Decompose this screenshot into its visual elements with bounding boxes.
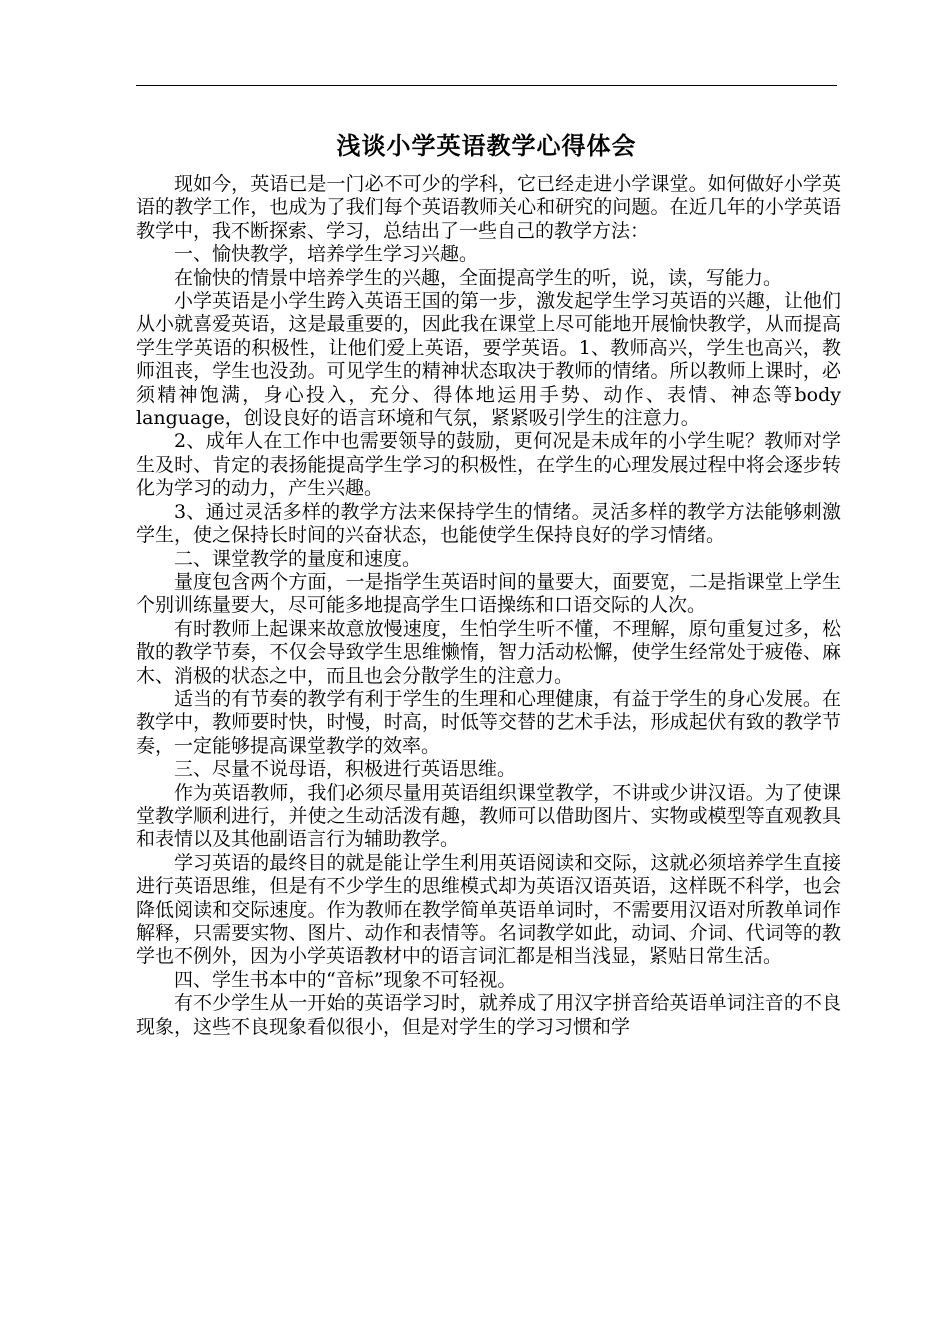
document-title: 浅谈小学英语教学心得体会 <box>336 132 637 160</box>
heading-section-1: 一、愉快教学，培养学生学习兴趣。 <box>174 243 479 266</box>
paragraph: 量度包含两个方面，一是指学生英语时间的量要大，面要宽，二是指课堂上学生个别训练量要大，尽可能多地提高学生口语操练和口语交际的人次。 <box>136 570 841 617</box>
paragraph: 有不少学生从一开始的英语学习时，就养成了用汉字拼音给英语单词注音的不良现象，这些不良现象看似很小，但是对学生的学习习惯和学 <box>136 992 841 1038</box>
document-body <box>136 173 841 1039</box>
paragraph-intro: 现如今，英语已是一门必不可少的学科，它已经走进小学课堂。如何做好小学英语的教学工作，也成为了我们每个英语教师关心和研究的问题。在近几年的小学英语教学中，我不断探索、学习，总结出了一些自己的教学方法： <box>136 173 841 242</box>
paragraph: 在愉快的情景中培养学生的兴趣，全面提高学生的听，说，读，写能力。 <box>174 266 783 289</box>
header-rule <box>136 85 837 86</box>
paragraph: 学习英语的最终目的就是能让学生利用英语阅读和交际，这就必须培养学生直接进行英语思维，但是有不少学生的思维模式却为英语汉语英语，这样既不科学，也会降低阅读和交际速度。作为教师在教学简单英语单词时，不需要用汉语对所教单词作解释，只需要实物、图片、动作和表情等。名词教学如此，动词、介词、代词等的教学也不例外，因为小学英语教材中的语言词汇都是相当浅显，紧贴日常生活。 <box>136 851 841 968</box>
paragraph: 作为英语教师，我们必须尽量用英语组织课堂教学，不讲或少讲汉语。为了使课堂教学顺利进行，并使之生动活泼有趣，教师可以借助图片、实物或模型等直观教具和表情以及其他副语言行为辅助教学。 <box>136 781 841 851</box>
heading-section-3: 三、尽量不说母语，积极进行英语思维。 <box>174 758 517 781</box>
paragraph: 3、通过灵活多样的教学方法来保持学生的情绪。灵活多样的教学方法能够刺激学生，使之保持长时间的兴奋状态，也能使学生保持良好的学习情绪。 <box>136 500 841 547</box>
paragraph: 适当的有节奏的教学有利于学生的生理和心理健康，有益于学生的身心发展。在教学中，教师要时快，时慢，时高，时低等交替的艺术手法，形成起伏有致的教学节奏，一定能够提高课堂教学的效率。 <box>136 687 841 757</box>
heading-section-4: 四、学生书本中的“音标”现象不可轻视。 <box>174 968 517 991</box>
paragraph: 2、成年人在工作中也需要领导的鼓励，更何况是未成年的小学生呢？教师对学生及时、肯定的表扬能提高学生学习的积极性，在学生的心理发展过程中将会逐步转化为学习的动力，产生兴趣。 <box>136 430 841 500</box>
heading-section-2: 二、课堂教学的量度和速度。 <box>174 547 422 570</box>
paragraph: 有时教师上起课来故意放慢速度，生怕学生听不懂，不理解，原句重复过多，松散的教学节奏，不仅会导致学生思维懒惰，智力活动松懈，使学生经常处于疲倦、麻木、消极的状态之中，而且也会分散学生的注意力。 <box>136 617 841 687</box>
paragraph: 小学英语是小学生跨入英语王国的第一步，激发起学生学习英语的兴趣，让他们从小就喜爱英语，这是最重要的，因此我在课堂上尽可能地开展愉快教学，从而提高学生学英语的积极性，让他们爱上英语，要学英语。1、教师高兴，学生也高兴，教师沮丧，学生也没劲。可见学生的精神状态取决于教师的情绪。所以教师上课时，必须精神饱满，身心投入，充分、得体地运用手势、动作、表情、神态等body language，创设良好的语言环境和气氛，紧紧吸引学生的注意力。 <box>136 290 841 430</box>
